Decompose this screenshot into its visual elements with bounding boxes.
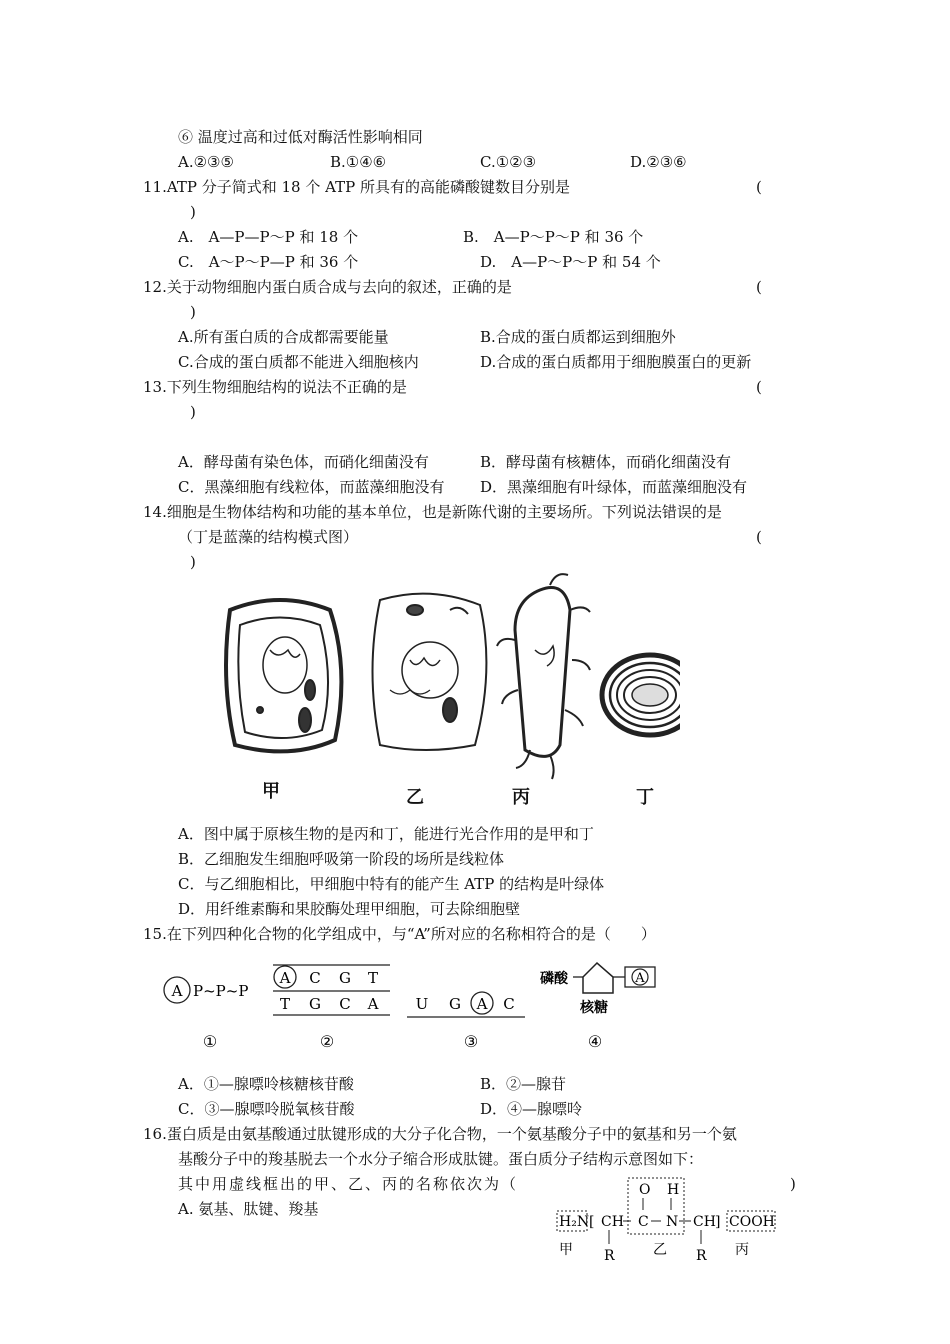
pep-amino: H₂N (559, 1214, 590, 1230)
fig4-number: ④ (587, 1032, 603, 1051)
q12-option-b: B.合成的蛋白质都运到细胞外 (480, 328, 676, 346)
q13-stem: 13.下列生物细胞结构的说法不正确的是 (143, 378, 407, 396)
svg-text:]: ] (715, 1214, 721, 1230)
q14-paren-close: ) (190, 553, 196, 571)
label-bing: 丙 (512, 787, 530, 808)
fig2-bottom-2: C (339, 995, 351, 1013)
fig2-bottom-3: A (367, 995, 379, 1013)
fig2-top-3: T (367, 969, 379, 987)
q12-paren-open: ( (756, 278, 762, 296)
q14-stem-note: （丁是蓝藻的结构模式图） (178, 528, 359, 546)
pep-c: C (638, 1214, 649, 1230)
q16-stem: 16.蛋白质是由氨基酸通过肽键形成的大分子化合物，一个氨基酸分子中的氨基和另一个氨 (143, 1125, 737, 1143)
svg-text:[: [ (589, 1214, 595, 1230)
q15-stem: 15.在下列四种化合物的化学组成中，与“A”所对应的名称相符合的是（ ） (143, 925, 656, 943)
fig4-phosphate: 磷酸 (540, 971, 568, 987)
q13-option-c: C．黑藻细胞有线粒体，而蓝藻细胞没有 (178, 478, 445, 496)
pep-label-bing: 丙 (735, 1242, 749, 1258)
q11-option-a: A. A—P—P～P 和 18 个 (178, 228, 359, 246)
pep-n: N (666, 1214, 679, 1230)
fig1-number: ① (202, 1032, 218, 1051)
plant-cell-drawing (226, 600, 341, 751)
q14-option-c: C．与乙细胞相比，甲细胞中特有的能产生 ATP 的结构是叶绿体 (178, 875, 605, 893)
q13-option-a: A．酵母菌有染色体，而硝化细菌没有 (178, 453, 429, 471)
pep-cooh: COOH (729, 1214, 775, 1230)
q14-option-b: B．乙细胞发生细胞呼吸第一阶段的场所是线粒体 (178, 850, 505, 868)
q11-option-b: B. A—P～P～P 和 36 个 (463, 228, 644, 246)
bacterium-drawing (497, 574, 590, 779)
pep-o: O (639, 1182, 651, 1198)
pep-label-yi: 乙 (653, 1242, 667, 1258)
q10-option-a: A.②③⑤ (178, 153, 234, 171)
cyanobacterium-drawing (602, 655, 680, 735)
q10-option-d: D.②③⑥ (630, 153, 687, 171)
pep-r-1: R (604, 1248, 615, 1264)
q12-stem: 12.关于动物细胞内蛋白质合成与去向的叙述，正确的是 (143, 278, 512, 296)
svg-text:CH: CH (693, 1214, 716, 1230)
q14-paren-open: ( (756, 528, 762, 546)
fig3-base-3: C (503, 995, 515, 1013)
animal-cell-drawing (373, 594, 487, 750)
q11-option-c: C. A～P～P—P 和 36 个 (178, 253, 359, 271)
q11-option-d: D. A—P～P～P 和 54 个 (480, 253, 661, 271)
peptide-figure (555, 1176, 790, 1268)
fig2-top-2: G (339, 969, 351, 987)
q12-option-d: D.合成的蛋白质都用于细胞膜蛋白的更新 (480, 353, 752, 371)
q11-stem: 11.ATP 分子简式和 18 个 ATP 所具有的高能磷酸键数目分别是 (143, 178, 571, 196)
pep-r-2: R (696, 1248, 707, 1264)
q12-option-a: A.所有蛋白质的合成都需要能量 (178, 328, 389, 346)
q15-option-b: B．②—腺苷 (480, 1075, 567, 1093)
q16-stem-2: 基酸分子中的羧基脱去一个水分子缩合形成肽键。蛋白质分子结构示意图如下： (178, 1150, 704, 1168)
svg-text:CH: CH (601, 1214, 624, 1230)
q16-option-a: A. 氨基、肽键、羧基 (178, 1200, 319, 1218)
pep-label-jia: 甲 (559, 1242, 573, 1258)
fig1-rest: P~P~P (193, 982, 249, 1000)
fig3-base-0: U (415, 995, 429, 1013)
fig4-a: A (635, 971, 645, 986)
fig4-sugar-shape (583, 963, 613, 993)
fig2-bottom-1: G (309, 995, 321, 1013)
q16-stem-3: 其中用虚线框出的甲、乙、丙的名称依次为（ (178, 1175, 519, 1193)
q13-paren-close: ) (190, 403, 196, 421)
compound-figure (155, 955, 675, 1055)
fig2-top-0: A (279, 969, 291, 987)
label-yi: 乙 (406, 787, 424, 808)
fig3-number: ③ (463, 1032, 479, 1051)
q12-paren-close: ) (190, 303, 196, 321)
fig3-base-2: A (476, 995, 488, 1013)
fig2-number: ② (319, 1032, 335, 1051)
q10-option-c: C.①②③ (480, 153, 537, 171)
q11-paren-close: ) (190, 203, 196, 221)
fig3-base-1: G (449, 995, 461, 1013)
q13-paren-open: ( (756, 378, 762, 396)
fig4-sugar: 核糖 (580, 1000, 608, 1016)
fig2-bottom-0: T (279, 995, 291, 1013)
q16-paren-close: ) (790, 1175, 796, 1193)
fig2-top-1: C (309, 969, 321, 987)
q12-option-c: C.合成的蛋白质都不能进入细胞核内 (178, 353, 419, 371)
q14-stem: 14.细胞是生物体结构和功能的基本单位，也是新陈代谢的主要场所。下列说法错误的是 (143, 503, 722, 521)
q11-paren-open: ( (756, 178, 762, 196)
q13-option-b: B．酵母菌有核糖体，而硝化细菌没有 (480, 453, 732, 471)
label-ding: 丁 (636, 787, 654, 808)
q13-option-d: D．黑藻细胞有叶绿体，而蓝藻细胞没有 (480, 478, 748, 496)
pep-h: H (667, 1182, 680, 1198)
q15-option-d: D．④—腺嘌呤 (480, 1100, 583, 1118)
fig1-a: A (171, 982, 183, 1000)
q10-option-b: B.①④⑥ (330, 153, 387, 171)
q15-option-c: C．③—腺嘌呤脱氧核苷酸 (178, 1100, 355, 1118)
cell-figure (210, 570, 680, 810)
q10-item6: ⑥ 温度过高和过低对酶活性影响相同 (178, 128, 423, 146)
q14-option-a: A．图中属于原核生物的是丙和丁，能进行光合作用的是甲和丁 (178, 825, 594, 843)
label-jia: 甲 (262, 781, 280, 802)
q14-option-d: D．用纤维素酶和果胶酶处理甲细胞，可去除细胞壁 (178, 900, 521, 918)
q15-option-a: A．①—腺嘌呤核糖核苷酸 (178, 1075, 354, 1093)
